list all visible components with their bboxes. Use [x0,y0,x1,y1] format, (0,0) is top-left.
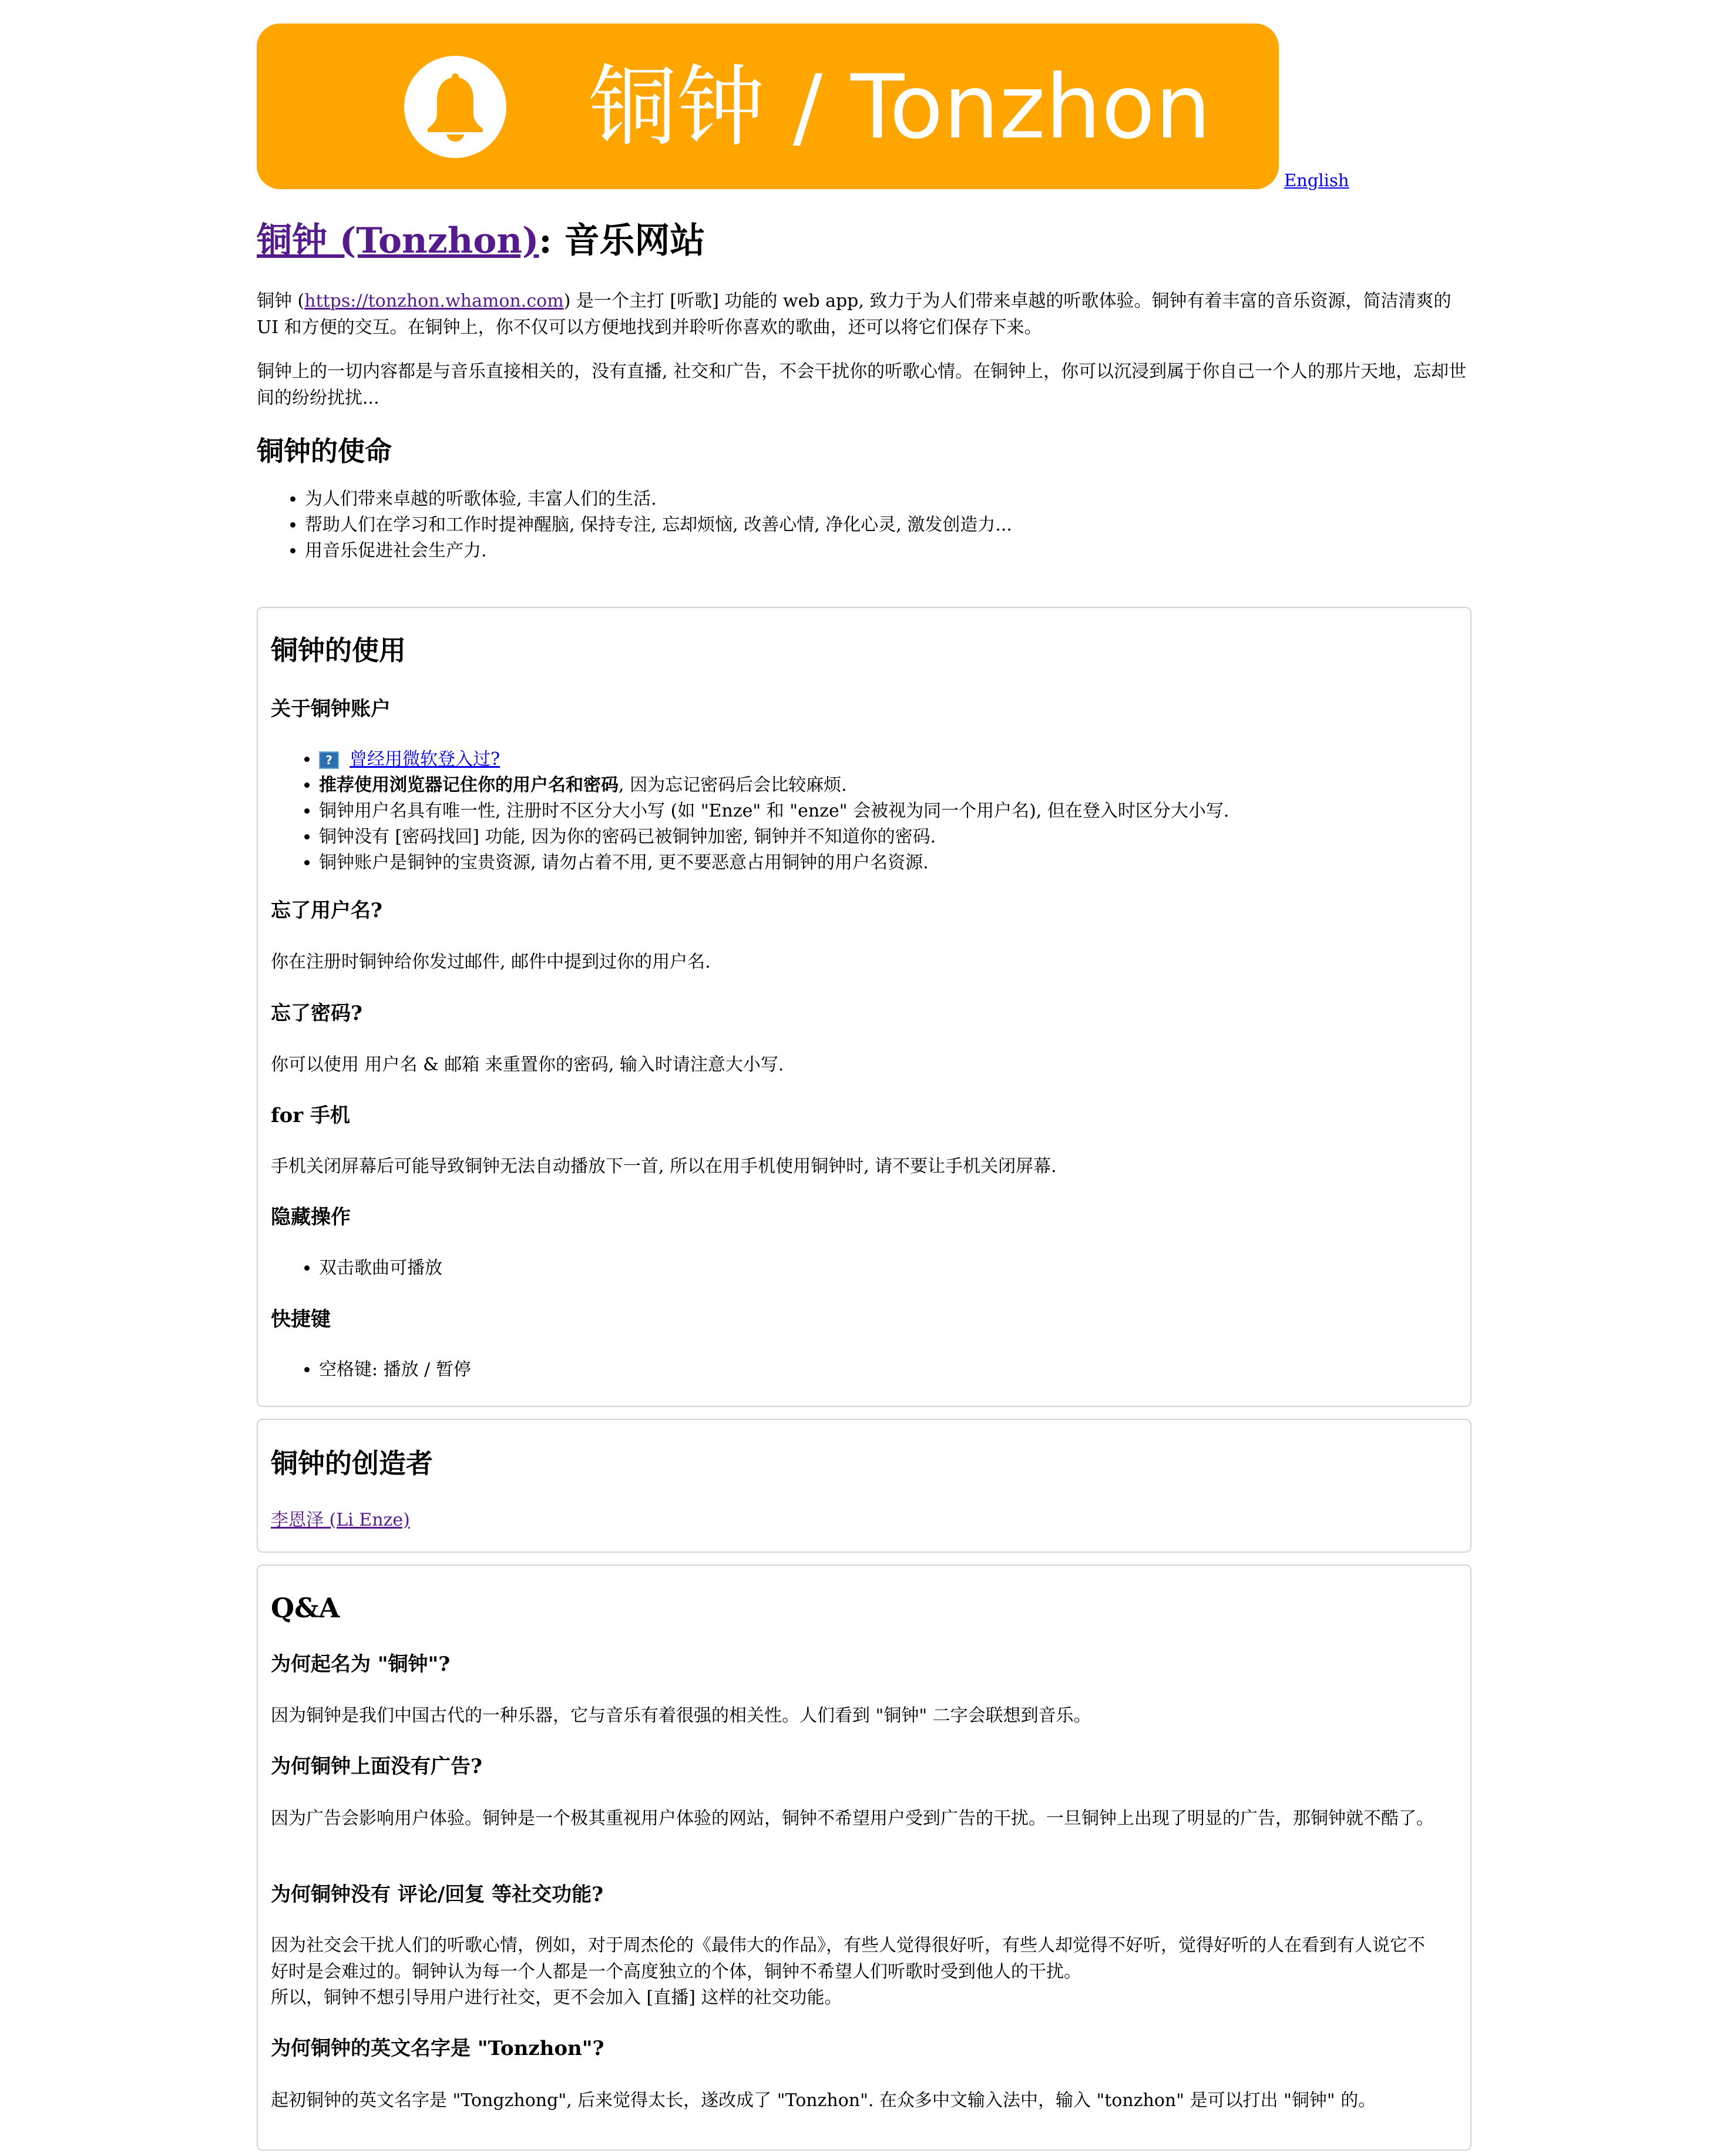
page-container [257,23,1473,2111]
creator-card [257,1419,1471,1553]
account-item-bold: 推荐使用浏览器记住你的用户名和密码 [319,775,619,795]
hidden-ops-list [271,1255,442,1281]
qa-answer-2: 因为广告会影响用户体验。铜钟是一个极其重视用户体验的网站，铜钟不希望用户受到广告的干扰。一旦铜钟上出现了明显的广告，那铜钟就不酷了。 [271,1808,1434,1829]
intro-paragraph-2: 铜钟上的一切内容都是与音乐直接相关的，没有直播, 社交和广告，不会干扰你的听歌心情。在铜钟上，你可以沉浸到属于你自己一个人的那片天地，忘却世间的纷纷扰扰... [257,361,1467,408]
qa-answer-3b: 所以，铜钟不想引导用户进行社交，更不会加入 [直播] 这样的社交功能。 [271,1987,842,2008]
banner-title: 铜钟 / Tonzhon [589,56,1211,159]
qa-heading: Q&A [271,1592,340,1624]
qa-card [257,1564,1471,2151]
intro-prefix: 铜钟 ( [257,291,305,311]
qa-question-4: 为何铜钟的英文名字是 "Tonzhon"? [271,2037,604,2060]
hidden-ops-item: • 双击歌曲可播放 [319,1255,442,1281]
account-item-rest: , 因为忘记密码后会比较麻烦. [619,775,847,795]
qa-question-1: 为何起名为 "铜钟"? [271,1653,451,1676]
shortcut-item: • 空格键: 播放 / 暂停 [319,1357,471,1383]
header [257,23,1473,189]
hidden-ops-heading: 隐藏操作 [271,1205,351,1229]
mission-heading: 铜钟的使命 [257,435,392,467]
mission-list [257,486,1473,564]
account-item: • 铜钟账户是铜钟的宝贵资源, 请勿占着不用, 更不要恶意占用铜钟的用户名资源. [319,850,1229,876]
account-item: • 铜钟没有 [密码找回] 功能, 因为你的密码已被铜钟加密, 铜钟并不知道你的密码. [319,824,1229,850]
account-item [319,773,1229,798]
account-item [319,747,1229,773]
microsoft-login-link[interactable]: 曾经用微软登入过? [350,749,500,770]
account-heading: 关于铜钟账户 [271,697,391,721]
page-title [257,217,1473,264]
forgot-username-text: 你在注册时铜钟给你发过邮件, 邮件中提到过你的用户名. [271,952,711,972]
forgot-password-text: 你可以使用 用户名 & 邮箱 来重置你的密码, 输入时请注意大小写. [271,1055,784,1075]
logo-circle [404,56,506,158]
title-link[interactable]: 铜钟 (Tonzhon) [257,220,539,261]
mission-item: • 为人们带来卓越的听歌体验, 丰富人们的生活. [305,486,1473,512]
help-icon: ? [319,751,339,769]
account-item: • 铜钟用户名具有唯一性, 注册时不区分大小写 (如 "Enze" 和 "enze" 会被视为同一个用户名), 但在登入时区分大小写. [319,798,1229,824]
mobile-text: 手机关闭屏幕后可能导致铜钟无法自动播放下一首, 所以在用手机使用铜钟时, 请不要让手机关闭屏幕. [271,1156,1057,1177]
usage-card [257,607,1471,1407]
shortcut-list [271,1357,471,1383]
intro-rest: ) 是一个主打 [听歌] 功能的 web app, 致力于为人们带来卓越的听歌体验。铜钟有着丰富的音乐资源，简洁清爽的 UI 和方便的交互。在铜钟上，你不仅可以方便地找到并聆听你喜欢的歌曲，还可以将它们保存下来。 [257,291,1452,338]
title-suffix: : 音乐网站 [539,220,705,261]
site-url-link[interactable]: https://tonzhon.whamon.com [304,291,564,311]
forgot-username-heading: 忘了用户名? [271,899,382,922]
intro-paragraph-1 [257,288,1473,341]
forgot-password-heading: 忘了密码? [271,1002,362,1025]
usage-heading: 铜钟的使用 [271,634,406,666]
mission-item: • 用音乐促进社会生产力. [305,538,1473,564]
mobile-heading: for 手机 [271,1104,351,1127]
qa-question-2: 为何铜钟上面没有广告? [271,1755,482,1778]
bell-icon [424,72,486,142]
mission-item: • 帮助人们在学习和工作时提神醒脑, 保持专注, 忘却烦恼, 改善心情, 净化心灵, 激发创造力... [305,512,1473,538]
creator-link[interactable]: 李恩泽 (Li Enze) [271,1510,410,1530]
qa-question-3: 为何铜钟没有 评论/回复 等社交功能? [271,1883,604,1906]
creator-heading: 铜钟的创造者 [271,1448,433,1479]
site-banner[interactable] [257,23,1279,189]
qa-answer-3: 因为社交会干扰人们的听歌心情，例如，对于周杰伦的《最伟大的作品》，有些人觉得很好听，有些人却觉得不好听，觉得好听的人在看到有人说它不好时是会难过的。铜钟认为每一个人都是一个高度独立的个体，铜钟不希望人们听歌时受到他人的干扰。 [271,1935,1425,1982]
qa-answer-4: 起初铜钟的英文名字是 "Tongzhong", 后来觉得太长，遂改成了 "Tonzhon". 在众多中文输入法中，输入 "tonzhon" 是可以打出 "铜钟" 的。 [271,2090,1376,2111]
english-link[interactable]: English [1284,170,1349,190]
qa-answer-1: 因为铜钟是我们中国古代的一种乐器，它与音乐有着很强的相关性。人们看到 "铜钟" 二字会联想到音乐。 [271,1705,1091,1726]
account-list [271,747,1229,876]
shortcut-heading: 快捷键 [271,1308,331,1331]
